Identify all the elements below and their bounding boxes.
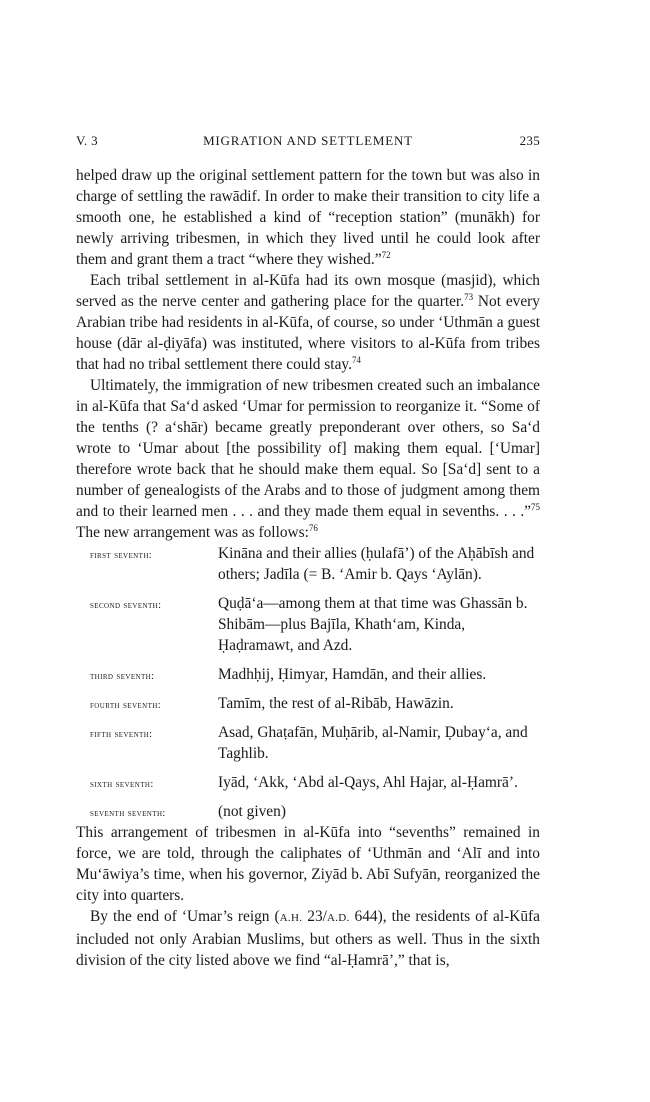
seventh-row xyxy=(90,543,540,585)
seventh-tribes: Madhḥij, Ḥimyar, Hamdān, and their allies. xyxy=(218,666,487,683)
seventh-tribes: Kināna and their allies (ḥulafā’) of the Aḥābīsh and others; Jadīla (= B. ‘Amir b. Qays ‘Aylān). xyxy=(218,545,535,583)
paragraph-5-text-a: By the end of ‘Umar’s reign ( xyxy=(90,908,280,925)
paragraph-2-text-a: Each tribal settlement in al-Kūfa had its own mosque (masjid), which served as the nerve center and gathering place for the quarter. xyxy=(76,272,540,310)
seventh-row xyxy=(90,693,540,714)
seventh-row xyxy=(90,722,540,764)
seventh-row xyxy=(90,772,540,793)
paragraph-4: This arrangement of tribesmen in al-Kūfa into “sevenths” remained in force, we are told, through the caliphates of ‘Uthmān and ‘Alī and into Mu‘āwiya’s time, when his governor, Ziyād b. Abī Sufyān, reorganized the city into quarters. xyxy=(76,824,540,904)
seventh-tribes: Tamīm, the rest of al-Ribāb, Hawāzin. xyxy=(218,695,454,712)
era-abbrev-ad: A.D. xyxy=(326,912,350,924)
seventh-tribes: Asad, Ghaṭafān, Muḥārib, al-Namir, Ḍubay‘a, and Taghlib. xyxy=(218,724,528,762)
body-text-continued xyxy=(76,822,540,971)
running-header xyxy=(76,133,540,153)
section-number: V. 3 xyxy=(76,133,98,148)
seventh-label: sixth seventh: xyxy=(90,779,154,790)
footnote-ref-72: 72 xyxy=(381,250,391,260)
paragraph-2 xyxy=(76,270,540,375)
paragraph-5-text-b: 644), the residents of al-Kūfa included not only Arabian Muslims, but others as well. Thus in the sixth division of the city listed above we find “al-Ḥamrā’,” that is, xyxy=(76,908,540,969)
seventh-tribes: (not given) xyxy=(218,803,286,820)
seventh-label: third seventh: xyxy=(90,671,155,682)
paragraph-5-year: 23/ xyxy=(302,908,327,925)
era-abbrev-ah: A.H. xyxy=(279,912,303,924)
footnote-ref-76: 76 xyxy=(308,523,318,533)
paragraph-3-text-a: Ultimately, the immigration of new tribesmen created such an imbalance in al-Kūfa that Sa‘d asked ‘Umar for permission to reorganize it. “Some of the tenths (? a‘shār) became greatly preponderant over others, so Sa‘d wrote to ‘Umar about [the possibility of] making them equal. [‘Umar] therefore wrote back that he should make them equal. So [Sa‘d] sent to a number of genealogists of the Arabs and to those of judgment among them and to their learned men . . . and they made them equal in sevenths. . . .” xyxy=(76,377,540,520)
footnote-ref-75: 75 xyxy=(531,502,540,512)
paragraph-1-text: helped draw up the original settlement pattern for the town but was also in charge of settling the rawādif. In order to make their transition to city life a smooth one, he established a kind of “reception station” (munākh) for newly arriving tribesmen, in which they lived until he could look after them and grant them a tract “where they wished.” xyxy=(76,167,540,268)
seventh-row xyxy=(90,593,540,656)
seventh-label: second seventh: xyxy=(90,600,162,611)
paragraph-3-text-b: The new arrangement was as follows: xyxy=(76,524,309,541)
seventh-row xyxy=(90,664,540,685)
footnote-ref-73: 73 xyxy=(464,292,474,302)
footnote-ref-74: 74 xyxy=(351,355,361,365)
seventh-label: fourth seventh: xyxy=(90,700,162,711)
seventh-label: fifth seventh: xyxy=(90,729,153,740)
seventh-tribes: Quḍā‘a—among them at that time was Ghassān b. Shibām—plus Bajīla, Khath‘am, Kinda, Ḥaḍramawt, and Azd. xyxy=(218,595,528,654)
paragraph-1 xyxy=(76,165,540,270)
running-title: MIGRATION AND SETTLEMENT xyxy=(203,133,413,148)
seventh-label: seventh seventh: xyxy=(90,808,166,819)
paragraph-2-text-b: Not every Arabian tribe had residents in al-Kūfa, of course, so under ‘Uthmān a guest house (dār al-ḍiyāfa) was instituted, where visitors to al-Kūfa from tribes that had no tribal settlement there could stay. xyxy=(76,293,540,373)
page-number: 235 xyxy=(519,133,540,148)
sevenths-table xyxy=(90,543,540,830)
paragraph-3 xyxy=(76,375,540,543)
seventh-label: first seventh: xyxy=(90,550,153,561)
paragraph-5 xyxy=(76,906,540,971)
seventh-row xyxy=(90,801,540,822)
body-text xyxy=(76,165,540,543)
seventh-tribes: Iyād, ‘Akk, ‘Abd al-Qays, Ahl Hajar, al-Ḥamrā’. xyxy=(218,774,518,791)
